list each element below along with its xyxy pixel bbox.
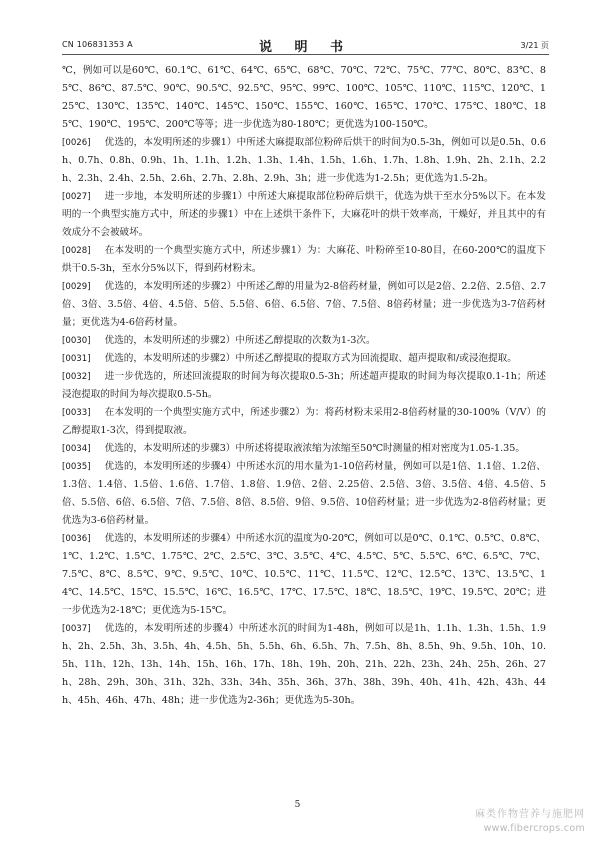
paragraph-text: 进一步地，本发明所述的步骤1）中所述大麻提取部位粉碎后烘干，优选为烘干至水分5%以下。在本发明的一个典型实施方式中，所述的步骤1）中在上述烘干条件下，大麻花叶的烘干效率高，干燥好，并且其中的有效成分不会被破坏。 (62, 191, 546, 238)
paragraph-text: 优选的，本发明所述的步骤2）中所述乙醇提取的次数为1-3次。 (104, 335, 376, 346)
paragraph-0026 (62, 134, 546, 188)
paragraph-0033 (62, 404, 546, 440)
paragraph-number: [0027] (62, 192, 91, 202)
paragraph-continuation (62, 62, 546, 134)
paragraph-number: [0028] (62, 246, 91, 256)
paragraph-text: 进一步优选的，所述回流提取的时间为每次提取0.5-3h；所述超声提取的时间为每次提取0.1-1h；所述浸泡提取的时间为每次提取0.5-5h。 (62, 371, 546, 400)
paragraph-text: 优选的，本发明所述的步骤2）中所述乙醇提取的提取方式为回流提取、超声提取和/或浸泡提取。 (104, 353, 517, 364)
paragraph-number: [0037] (62, 624, 91, 634)
paragraph-0030 (62, 332, 546, 350)
paragraph-text: 优选的，本发明所述的步骤2）中所述乙醇的用量为2-8倍药材量，例如可以是2倍、2.2倍、2.5倍、2.7倍、3倍、3.5倍、4倍、4.5倍、5倍、5.5倍、6倍、6.5倍、7倍、7.5倍、8倍药材量；进一步优选为3-7倍药材量；更优选为4-6倍药材量。 (62, 281, 546, 328)
paragraph-0036 (62, 530, 546, 620)
paragraph-text: ℃，例如可以是60℃、60.1℃、61℃、64℃、65℃、68℃、70℃、72℃、75℃、77℃、80℃、83℃、85℃、86℃、87.5℃、90℃、90.5℃、92.5℃、95℃、99℃、100℃、105℃、110℃、115℃、120℃、125℃、130℃、135℃、140℃、145℃、150℃、155℃、160℃、165℃、170℃、175℃、180℃、185℃、190℃、195℃、200℃等等；进一步优选为80-180℃；更优选为100-150℃。 (62, 65, 546, 130)
page-number: 5 (294, 800, 301, 810)
paragraph-0035 (62, 458, 546, 530)
site-watermark (475, 808, 585, 836)
document-title: 说 明 书 (258, 40, 353, 55)
paragraph-number: [0030] (62, 336, 91, 346)
page-indicator: 3/21 页 (520, 41, 549, 50)
paragraph-0029 (62, 278, 546, 332)
paragraph-number: [0033] (62, 408, 91, 418)
paragraph-0027 (62, 188, 546, 242)
paragraph-number: [0035] (62, 462, 91, 472)
paragraph-0031 (62, 350, 546, 368)
watermark-title: 麻类作物营养与施肥网 (475, 809, 585, 820)
paragraph-text: 在本发明的一个典型实施方式中，所述步骤2）为：将药材粉末采用2-8倍药材量的30-100%（V/V）的乙醇提取1-3次，得到提取液。 (62, 407, 546, 436)
paragraph-number: [0029] (62, 282, 91, 292)
paragraph-text: 优选的，本发明所述的步骤4）中所述水沉的用水量为1-10倍药材量，例如可以是1倍、1.1倍、1.2倍、1.3倍、1.4倍、1.5倍、1.6倍、1.7倍、1.8倍、1.9倍、2倍、2.25倍、2.5倍、3倍、3.5倍、4倍、4.5倍、5倍、5.5倍、6倍、6.5倍、7倍、7.5倍、8倍、8.5倍、9倍、9.5倍、10倍药材量；进一步优选为2-8倍药材量；更优选为3-6倍药材量。 (62, 461, 546, 526)
paragraph-text: 优选的，本发明所述的步骤3）中所述将提取液浓缩为浓缩至50℃时测量的相对密度为1.05-1.35。 (104, 443, 525, 454)
paragraph-text: 优选的，本发明所述的步骤4）中所述水沉的时间为1-48h，例如可以是1h、1.1h、1.3h、1.5h、1.9h、2h、2.5h、3h、3.5h、4h、4.5h、5h、5.5h、6h、6.5h、7h、7.5h、8h、8.5h、9h、9.5h、10h、10.5h、11h、12h、13h、14h、15h、16h、17h、18h、19h、20h、21h、22h、23h、24h、25h、26h、27h、28h、29h、30h、31h、32h、33h、34h、35h、36h、37h、38h、39h、40h、41h、42h、43h、44h、45h、46h、47h、48h；进一步优选为2-36h；更优选为5-30h。 (62, 623, 546, 706)
document-body (62, 62, 546, 710)
paragraph-0032 (62, 368, 546, 404)
patent-number: CN 106831353 A (62, 40, 133, 49)
paragraph-text: 在本发明的一个典型实施方式中，所述步骤1）为：大麻花、叶粉碎至10-80目，在60-200℃的温度下烘干0.5-3h，至水分5%以下，得到药材粉末。 (62, 245, 546, 274)
watermark-url: www.fibercrops.com (483, 823, 585, 834)
paragraph-number: [0036] (62, 534, 91, 544)
paragraph-number: [0034] (62, 444, 91, 454)
paragraph-number: [0032] (62, 372, 91, 382)
paragraph-0034 (62, 440, 546, 458)
paragraph-0037 (62, 620, 546, 710)
page-header (62, 36, 549, 55)
paragraph-0028 (62, 242, 546, 278)
paragraph-text: 优选的，本发明所述的步骤1）中所述大麻提取部位粉碎后烘干的时间为0.5-3h，例如可以是0.5h、0.6h、0.7h、0.8h、0.9h、1h、1.1h、1.2h、1.3h、1.4h、1.5h、1.6h、1.7h、1.8h、1.9h、2h、2.1h、2.2h、2.3h、2.4h、2.5h、2.6h、2.7h、2.8h、2.9h、3h；进一步优选为1-2.5h；更优选为1.5-2h。 (62, 137, 546, 184)
paragraph-number: [0026] (62, 138, 91, 148)
paragraph-number: [0031] (62, 354, 91, 364)
paragraph-text: 优选的，本发明所述的步骤4）中所述水沉的温度为0-20℃，例如可以是0℃、0.1℃、0.5℃、0.8℃、1℃、1.2℃、1.5℃、1.75℃、2℃、2.5℃、3℃、3.5℃、4℃、4.5℃、5℃、5.5℃、6℃、6.5℃、7℃、7.5℃、8℃、8.5℃、9℃、9.5℃、10℃、10.5℃、11℃、11.5℃、12℃、12.5℃、13℃、13.5℃、14℃、14.5℃、15℃、15.5℃、16℃、16.5℃、17℃、17.5℃、18℃、18.5℃、19℃、19.5℃、20℃；进一步优选为2-18℃；更优选为5-15℃。 (62, 533, 546, 616)
